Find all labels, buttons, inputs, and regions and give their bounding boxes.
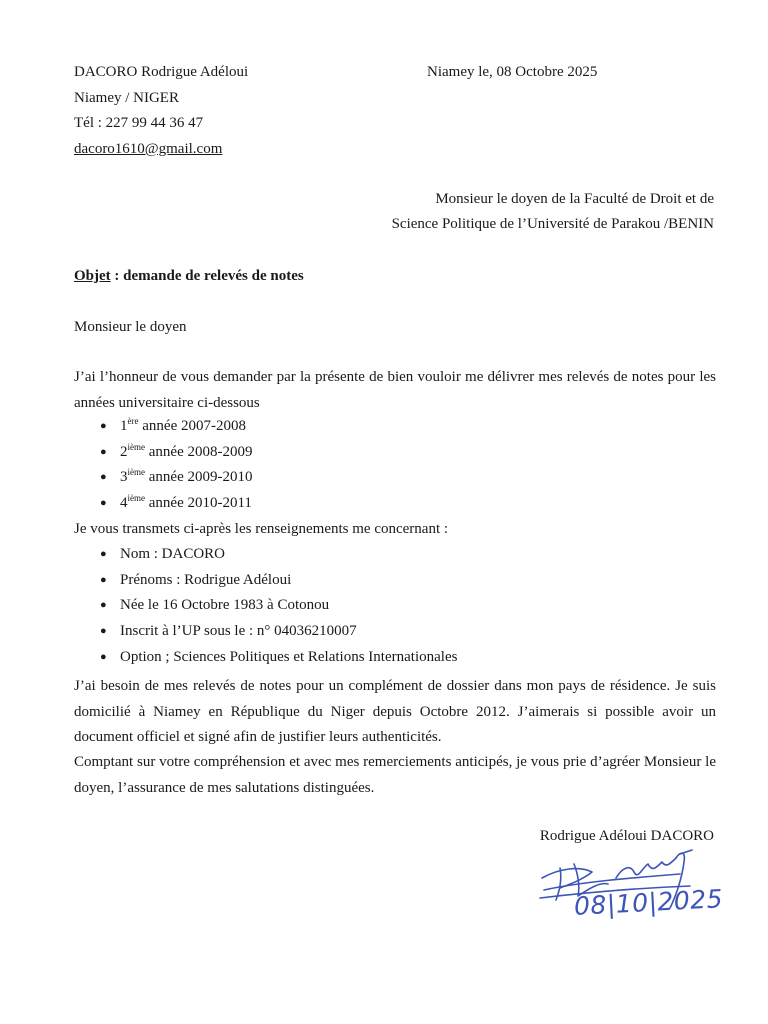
transmit-line: Je vous transmets ci-après les renseignements me concernant : xyxy=(74,521,449,537)
recipient-block xyxy=(0,189,714,239)
date-line: Niamey le, 08 Octobre 2025 xyxy=(427,64,598,80)
bullet-icon: ● xyxy=(100,548,107,560)
sender-email: dacoro1610@gmail.com xyxy=(74,140,223,157)
subject-label: Objet xyxy=(74,268,111,284)
subject-text: : demande de relevés de notes xyxy=(110,268,304,284)
list-item-year-3: ● 3ième année 2009-2010 xyxy=(100,467,253,486)
bullet-icon: ● xyxy=(100,625,107,638)
recipient-line-2: Science Politique de l’Université de Parakou /BENIN xyxy=(391,216,714,232)
list-item-year-1: ● 1ère année 2007-2008 xyxy=(100,416,246,434)
handwritten-date: 08|10|2025 xyxy=(573,884,724,921)
paragraph-closing: Comptant sur votre compréhension et avec mes remerciements anticipés, je vous prie d’agréer Monsieur le doyen, l’assurance de mes salutations distinguées. xyxy=(74,754,716,796)
bullet-icon: ● xyxy=(100,445,107,458)
sender-city: Niamey / NIGER xyxy=(74,89,179,106)
paragraph-reason: J’ai besoin de mes relevés de notes pour un complément de dossier dans mon pays de résidence. Je suis domicilié à Niamey en République du Niger depuis Octobre 2012. J’aimerais si possible avoir un document officiel et signé afin de justifier leurs authenticités. xyxy=(74,678,716,745)
bullet-icon: ● xyxy=(100,497,107,510)
bullet-icon: ● xyxy=(100,650,107,663)
list-item-option: ● Option ; Sciences Politiques et Relations Internationales xyxy=(100,648,458,665)
list-item-birth: ● Née le 16 Octobre 1983 à Cotonou xyxy=(100,597,330,614)
bullet-icon: ● xyxy=(100,599,107,612)
sender-block xyxy=(74,62,248,164)
list-item-year-2: ● 2ième année 2008-2009 xyxy=(100,441,253,460)
list-item-registration: ● Inscrit à l’UP sous le : n° 04036210007 xyxy=(100,623,357,640)
salutation: Monsieur le doyen xyxy=(74,319,187,335)
sender-phone: Tél : 227 99 44 36 47 xyxy=(74,115,204,131)
years-list xyxy=(74,416,252,519)
list-item-name: ● Nom : DACORO xyxy=(100,546,226,562)
paragraph-request: J’ai l’honneur de vous demander par la présente de bien vouloir me délivrer mes relevés de notes pour les années universitaire ci-dessous xyxy=(74,369,716,411)
subject-line xyxy=(74,266,304,286)
bullet-icon: ● xyxy=(100,471,107,484)
bullet-icon: ● xyxy=(100,420,107,432)
list-item-firstnames: ● Prénoms : Rodrigue Adéloui xyxy=(100,571,292,588)
list-item-year-4: ● 4ième année 2010-2011 xyxy=(100,493,252,512)
signer-name: Rodrigue Adéloui DACORO xyxy=(539,828,714,844)
bullet-icon: ● xyxy=(100,573,107,586)
details-list xyxy=(74,544,457,672)
recipient-line-1: Monsieur le doyen de la Faculté de Droit et de xyxy=(435,191,714,207)
sender-name: DACORO Rodrigue Adéloui xyxy=(74,64,249,80)
